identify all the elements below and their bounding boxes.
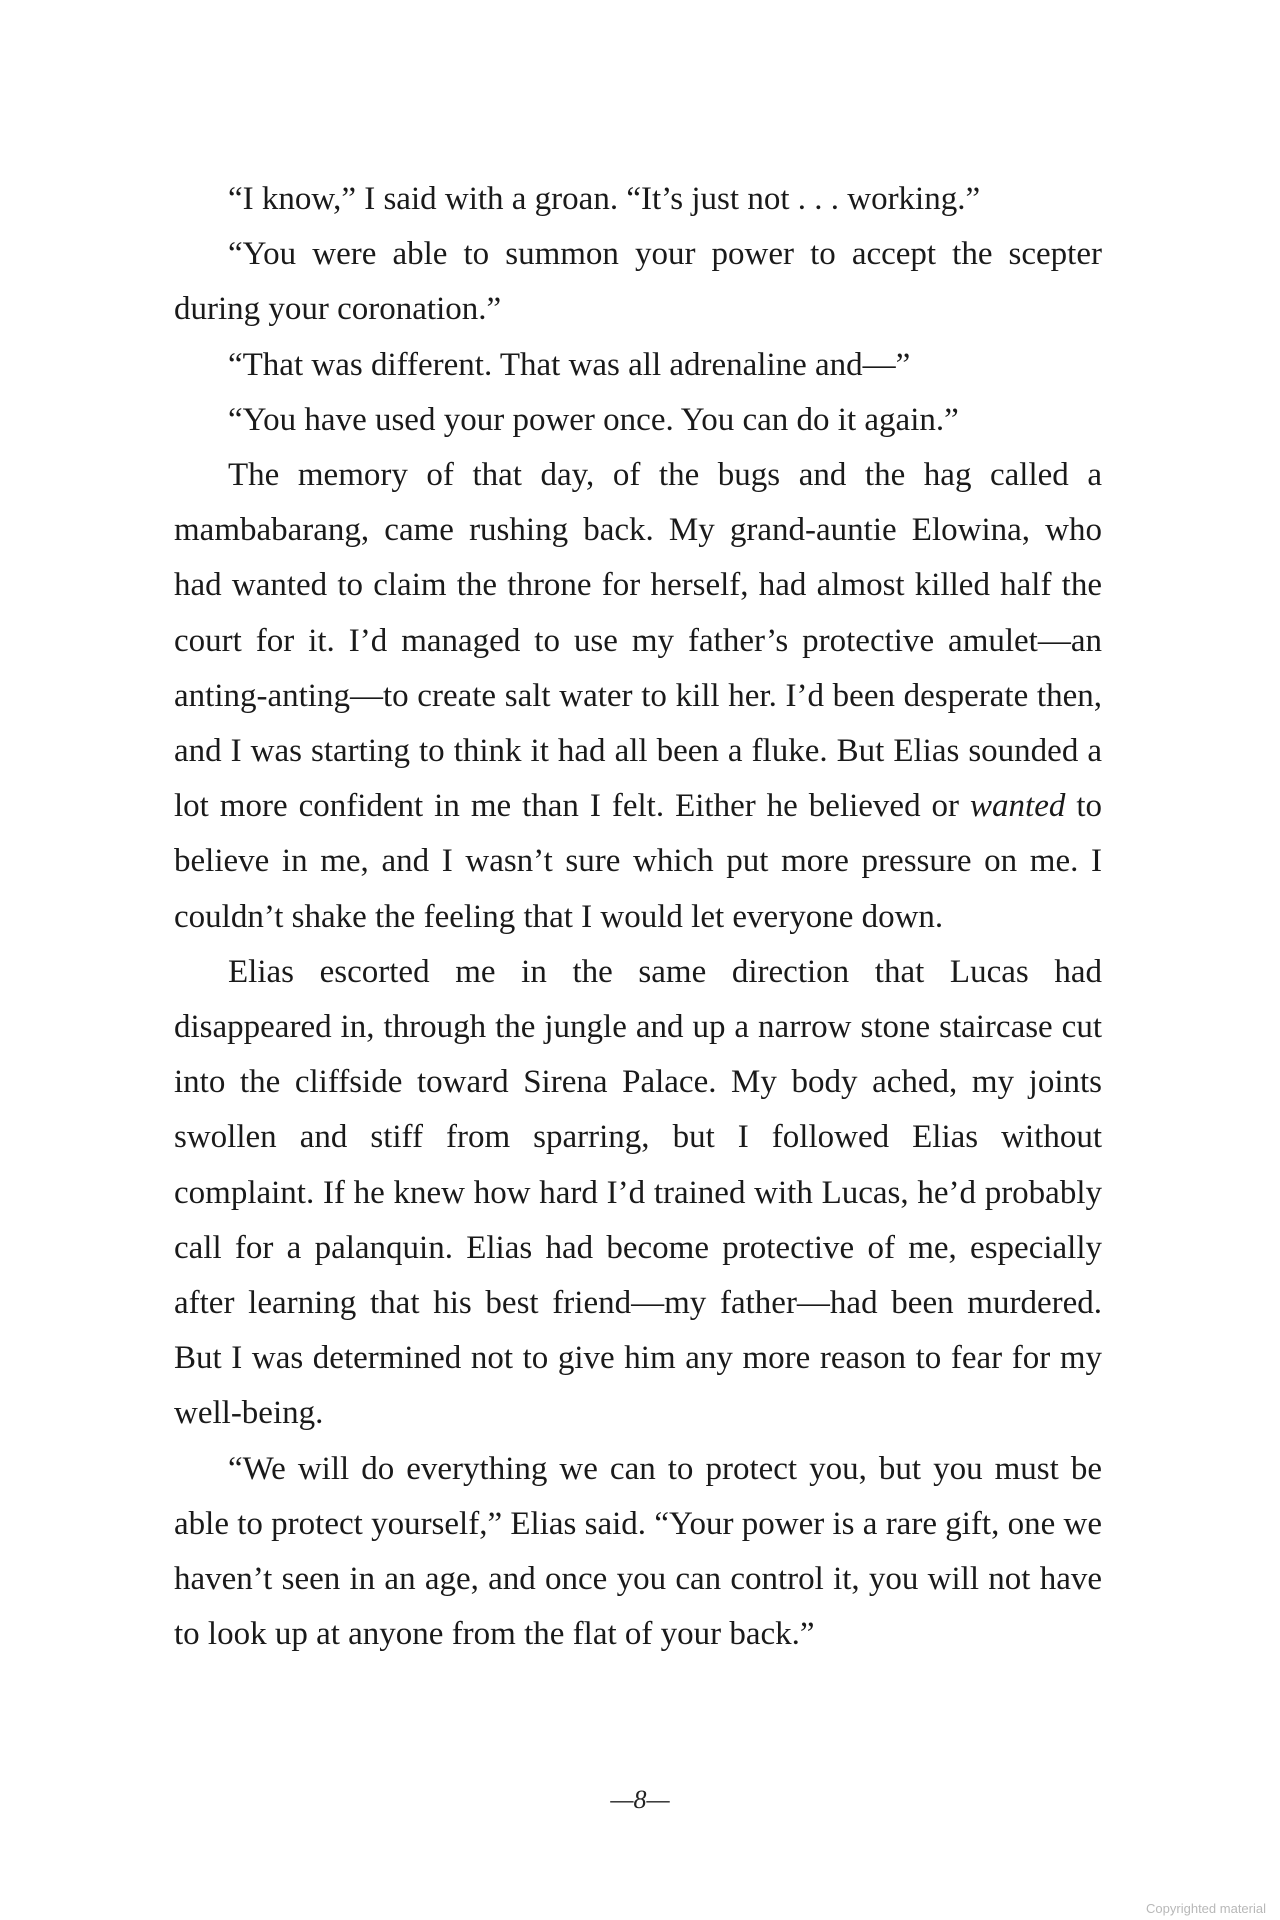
paragraph-7: “We will do everything we can to protect you, but you must be able to protect yourself,” Elias said. “Your power is a rare gift, one we haven’t seen in an age, and once you can control it, you will not have to look up at anyone from the flat of your back.” xyxy=(174,1450,1102,1653)
paragraph-3: “That was different. That was all adrenaline and—” xyxy=(228,346,911,383)
paragraph-5-emphasis: wanted xyxy=(970,788,1066,825)
paragraph-5 xyxy=(174,448,1102,945)
paragraph-5-text: The memory of that day, of the bugs and the hag called a mambabarang, came rushing back. My grand-auntie Elowina, who had wanted to claim the throne for herself, had almost killed half the court for it. I’d managed to use my father’s protective amulet—an anting-anting—to create salt water to kill her. I’d been desperate then, and I was starting to think it had all been a fluke. But Elias sounded a lot more confident in me than I felt. Either he believed or xyxy=(174,457,1102,825)
body-text xyxy=(174,172,1102,1662)
paragraph-5-tail: to believe in me, and I wasn’t sure which put more pressure on me. I couldn’t shake the feeling that I would let everyone down. xyxy=(174,788,1103,935)
paragraph-2: “You were able to summon your power to accept the scepter during your coronation.” xyxy=(174,236,1102,328)
copyright-watermark: Copyrighted material xyxy=(1146,1901,1266,1916)
paragraph-1: “I know,” I said with a groan. “It’s just not . . . working.” xyxy=(228,181,981,217)
paragraph-4: “You have used your power once. You can do it again.” xyxy=(228,401,959,438)
paragraph-6: Elias escorted me in the same direction that Lucas had disappeared in, through the jungle and up a narrow stone staircase cut into the cliffside toward Sirena Palace. My body ached, my joints swollen and stiff from sparring, but I followed Elias without complaint. If he knew how hard I’d trained with Lucas, he’d probably call for a palanquin. Elias had become protective of me, especially after learning that his best friend—my father—had been murdered. But I was determined not to give him any more reason to fear for my well-being. xyxy=(174,953,1102,1432)
page-number: —8— xyxy=(610,1785,670,1814)
